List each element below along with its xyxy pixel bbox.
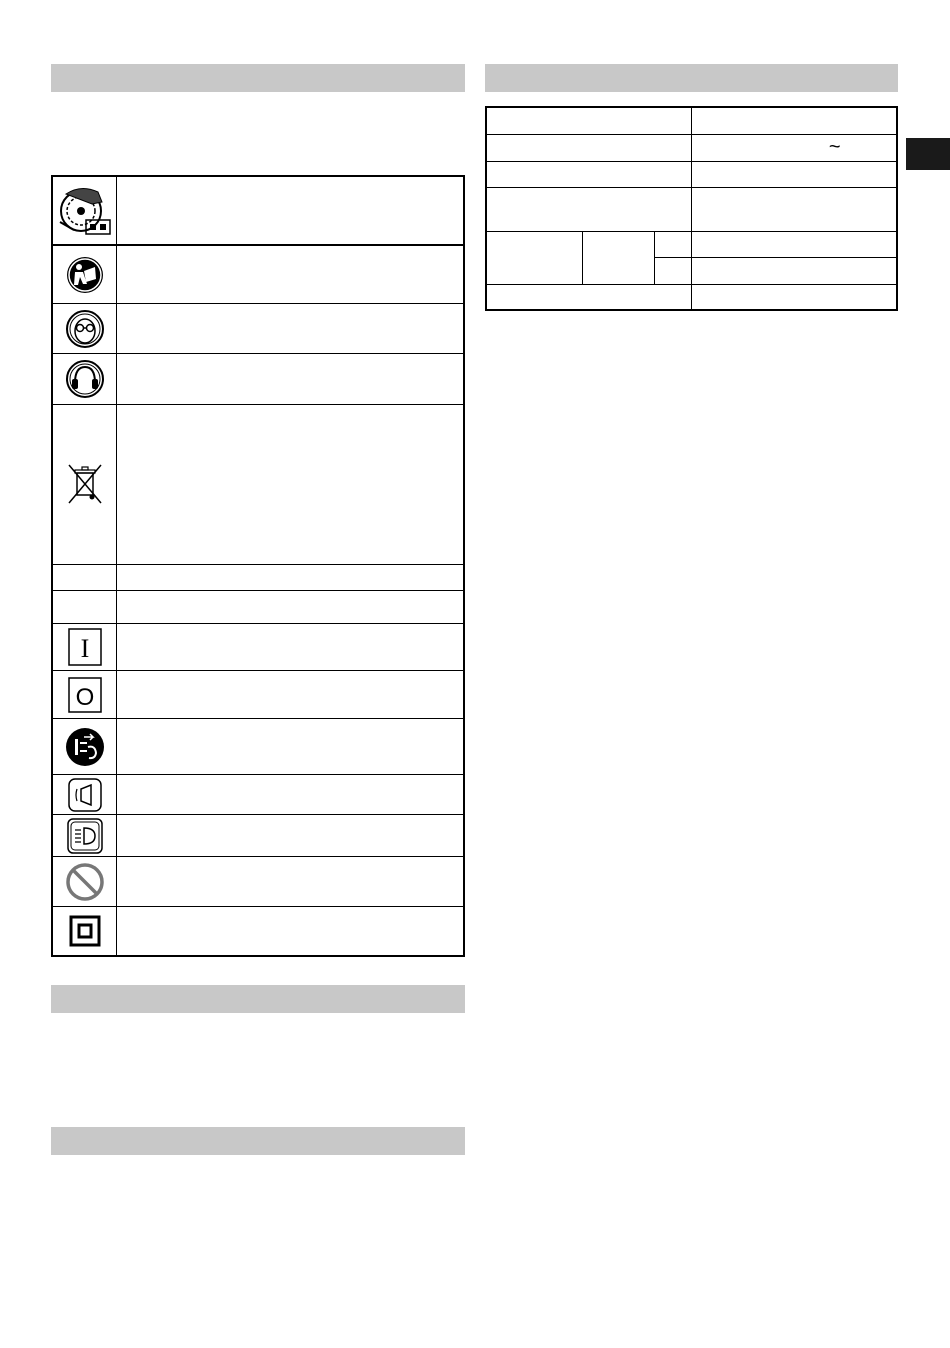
symbols-table bbox=[51, 175, 465, 957]
symbol-row bbox=[53, 774, 463, 814]
ac-symbol: ~ bbox=[828, 136, 841, 158]
section-header-bar-symbols bbox=[51, 64, 465, 92]
symbol-row bbox=[53, 670, 463, 718]
spec-label-cell bbox=[486, 284, 691, 310]
crossed-out-bin-icon bbox=[53, 405, 117, 564]
spec-value-cell bbox=[691, 161, 897, 187]
ear-protection-icon bbox=[53, 354, 117, 404]
symbol-row bbox=[53, 856, 463, 906]
switch-off-glyph: O bbox=[75, 683, 94, 711]
spec-label-cell bbox=[486, 134, 691, 161]
spec-label-cell bbox=[486, 161, 691, 187]
table-row bbox=[486, 107, 897, 134]
symbol-row bbox=[53, 590, 463, 623]
spec-value-cell bbox=[691, 187, 897, 231]
switch-on-glyph: I bbox=[80, 634, 89, 663]
section-header-bar-specs bbox=[485, 64, 898, 92]
section-header-bar-3 bbox=[51, 985, 465, 1013]
spec-value-cell bbox=[691, 134, 897, 161]
symbol-row bbox=[53, 623, 463, 670]
spec-label-cell bbox=[582, 231, 654, 284]
table-row bbox=[486, 187, 897, 231]
spec-value-cell bbox=[691, 284, 897, 310]
prohibited-icon bbox=[53, 857, 117, 906]
unplug-icon bbox=[53, 719, 117, 774]
switch-on-icon bbox=[53, 624, 117, 670]
table-row bbox=[486, 161, 897, 187]
spec-sub-label-cell bbox=[654, 231, 691, 257]
spec-sub-label-cell bbox=[654, 257, 691, 284]
spec-label-cell bbox=[486, 231, 582, 284]
empty-icon-cell bbox=[53, 591, 117, 623]
section-header-bar-4 bbox=[51, 1127, 465, 1155]
symbol-row bbox=[53, 814, 463, 856]
eye-protection-icon bbox=[53, 304, 117, 353]
switch-off-icon bbox=[53, 671, 117, 718]
table-row bbox=[486, 134, 897, 161]
light-icon bbox=[53, 815, 117, 856]
symbol-row bbox=[53, 244, 463, 303]
specifications-table bbox=[485, 106, 898, 311]
circular-saw-icon bbox=[53, 177, 117, 244]
table-row bbox=[486, 231, 897, 257]
spec-value-cell bbox=[691, 257, 897, 284]
language-tab bbox=[906, 138, 950, 170]
symbol-row bbox=[53, 404, 463, 564]
double-insulation-icon bbox=[53, 907, 117, 955]
symbol-row bbox=[53, 177, 463, 244]
table-row bbox=[486, 284, 897, 310]
symbol-row bbox=[53, 564, 463, 590]
symbol-row bbox=[53, 718, 463, 774]
spec-label-cell bbox=[486, 107, 691, 134]
empty-icon-cell bbox=[53, 565, 117, 590]
blade-release-icon bbox=[53, 775, 117, 814]
symbol-row bbox=[53, 303, 463, 353]
symbol-row bbox=[53, 906, 463, 955]
spec-label-cell bbox=[486, 187, 691, 231]
spec-value-cell bbox=[691, 107, 897, 134]
spec-value-cell bbox=[691, 231, 897, 257]
symbol-row bbox=[53, 353, 463, 404]
read-manual-icon bbox=[53, 246, 117, 303]
